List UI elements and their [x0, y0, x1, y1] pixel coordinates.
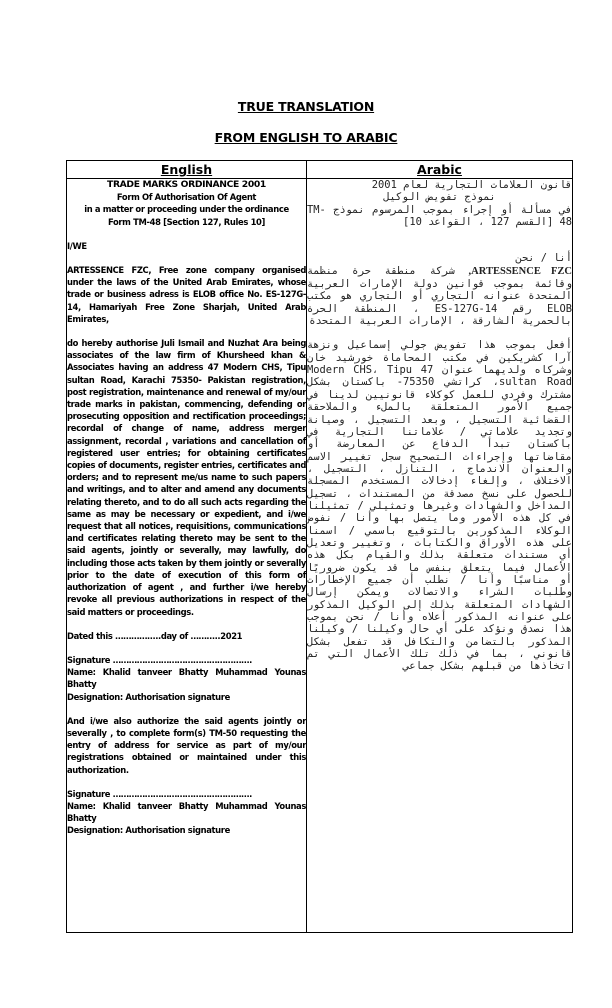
english-tm50-clause: And i/we also authorize the said agents jointly or severally , to complete form(s) TM-50 requesting the entry of address for service as part of my/our registrations obtained or maintained under this authorization.: [67, 715, 306, 775]
english-iwe: I/WE: [67, 240, 87, 251]
arabic-form-context: في مسألة أو إجراء بموجب المرسوم نموذج TM-48 [القسم 127 ، القواعد 10]: [307, 203, 572, 229]
arabic-form-title: نموذج تفويض الوكيل: [383, 191, 496, 204]
english-principal-paragraph: ARTESSENCE FZC, Free zone company organised under the laws of the United Arab Emirates, whose trade or business adress is ELOB office No. ES-127G-14, Hamariyah Free Zone Sharjah, United Arab Emirates,: [67, 265, 306, 324]
column-header-english: English: [67, 161, 307, 179]
translation-table: [66, 160, 573, 933]
document-subtitle: FROM ENGLISH TO ARABIC: [214, 130, 398, 145]
document-title: TRUE TRANSLATION: [237, 99, 375, 114]
english-signature-line-1: Signature …………………………………………….: [67, 654, 252, 665]
english-signature-line-2: Signature …………………………………………….: [67, 788, 252, 799]
english-name-1: Name: Khalid tanveer Bhatty Muhammad Younas Bhatty: [67, 667, 306, 690]
arabic-principal-paragraph: [307, 265, 572, 328]
arabic-column: [307, 179, 573, 933]
arabic-authorisation-paragraph: أفعل بموجب هذا تفويض جولي إسماعيل ونزهة آرا كشريكين في مكتب المحاماة خورشيد خان وشركاه ولديهما عنوان 47 Modern CHS، Tipu sultan Road، كراتشي 75350- باكستان بشكل مشترك وفردي للعمل كوكلاء قانونيين لدينا في جميع الأمور المتعلقة بالملء والملاحقة القضائية التسجيل ، وبعد التسجيل ، وصيانة وتجديد علاماتي / علاماتنا التجارية في باكستان تبدأ الدفاع عن المعارضة أو مقاضاتها وإجراءات التصحيح سجل تغيير الاسم والعنوان الاندماج ، التنازل ، التسجيل ، الاختلاف ، وإلغاء إدخالات المستخدم المسجلة للحصول على نسخ مصدقة من المستندات ، تسجيل المداخل والشهادات وغيرها وتمثيلي / تمثيلنا في كل هذه الأمور وما يتصل بها وأنا / نفوض الوكلاء المذكورين بالتوقيع باسمي / اسمنا على هذه الأوراق والكتابات ، وتغيير وتعديل أي مستندات متعلقة بذلك والقيام بكل هذه الأعمال فيما يتعلق بنفس ما قد يكون ضروريًا أو مناسبًا وأنا / نطلب أن جميع الإخطارات وطلبات الشراء والاتصالات ويمكن إرسال الشهادات المتعلقة بذلك إلى الوكيل المذكور على عنوانه المذكور أعلاه وأنا / نحن بموجب هذا نصدق ونؤكد على أي حال وكيلنا / وكيلنا المذكور بالتضامن والتكافل قد تفعل بشكل قانوني ، بما في ذلك تلك الأعمال التي تم اتخاذها من قبلهم بشكل جماعي: [307, 339, 572, 673]
arabic-principal-name: ARTESSENCE FZC,: [468, 265, 572, 277]
arabic-iwe: أنا / نحن: [515, 252, 572, 265]
english-form-title: Form Of Authorisation Of Agent: [116, 192, 257, 203]
english-designation-2: Designation: Authorisation signature: [67, 825, 230, 836]
english-form-number: Form TM-48 [Section 127, Rules 10]: [107, 216, 266, 227]
arabic-principal-text: شركة منطقة حرة منظمة وقائمة بموجب قوانين دولة الإمارات العربية المتحدة عنوانه التجاري أو التجاري هو مكتب ELOB رقم ES-127G-14 ، المنطقة الحرة بالحمرية الشارقة ، الإمارات العربية المتحدة: [307, 264, 573, 328]
arabic-ordinance-title: قانون العلامات التجارية لعام 2001: [371, 179, 572, 191]
english-name-2: Name: Khalid tanveer Bhatty Muhammad Younas Bhatty: [67, 800, 306, 824]
english-form-context: in a matter or proceeding under the ordinance: [84, 204, 289, 215]
english-dated-line: Dated this ……………..day of ………..2021: [67, 630, 243, 641]
table-body-row: [67, 179, 573, 933]
column-header-arabic: Arabic: [307, 161, 573, 179]
table-header-row: [67, 161, 573, 179]
english-authorisation-paragraph: do hereby authorise Juli Ismail and Nuzhat Ara being associates of the law firm of Khursheed khan & Associates having an address 47 Modern CHS, Tipu sultan Road, Karachi 75350- Pakistan registration, post registration, maintenance and renewal of my/our trade marks in pakistan, commencing, defending or prosecuting opposition and rectification proceedings; recordal of change of name, address merger assignment, recordal , variations and cancellation of registered user entries; for obtaining certificates copies of documents, register entries, certificates and orders; and to represent me/us name to such papers and writings, and to alter and amend any documents relating thereto, and to do all such acts regarding the same as may be necessary or expedient, and i/we request that all notices, requisitions, communications and certificates relating thereto may be sent to the said agents, jointly or severally, may lawfully, do including those acts taken by them jointly or severally prior to the date of execution of this form of authorization of agent , and further i/we hereby revoke all previous authorizations in respect of the said matters or proceedings.: [67, 338, 306, 617]
english-designation-1: Designation: Authorisation signature: [67, 691, 230, 702]
english-column: [67, 179, 307, 933]
english-ordinance-title: TRADE MARKS ORDINANCE 2001: [107, 179, 266, 190]
